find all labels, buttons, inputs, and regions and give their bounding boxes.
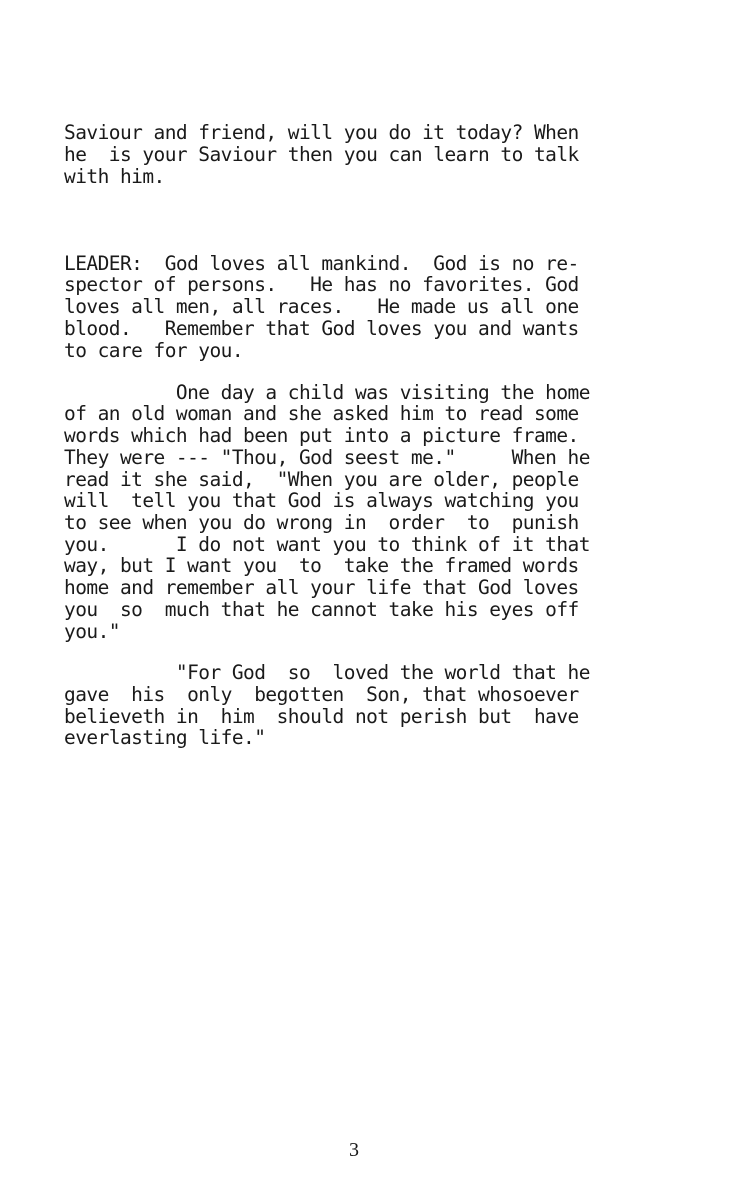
story-line-10: home and remember all your life that God loves — [64, 576, 579, 599]
story-line-7: to see when you do wrong in order to punish — [64, 511, 579, 534]
story-line-9: way, but I want you to take the framed words — [64, 554, 579, 577]
leader-line-1: LEADER: God loves all mankind. God is no re- — [64, 252, 579, 275]
leader-line-4: blood. Remember that God loves you and wants — [64, 317, 579, 340]
intro-line-1: Saviour and friend, will you do it today? When — [64, 121, 579, 144]
story-line-6: will tell you that God is always watching you — [64, 489, 579, 512]
story-line-1: One day a child was visiting the home — [64, 381, 590, 404]
story-line-5: read it she said, "When you are older, people — [64, 468, 579, 491]
intro-line-2: he is your Saviour then you can learn to talk — [64, 143, 579, 166]
verse-line-2: gave his only begotten Son, that whosoever — [64, 683, 579, 706]
story-line-12: you." — [64, 620, 120, 643]
verse-line-4: everlasting life." — [64, 726, 266, 749]
story-line-3: words which had been put into a picture frame. — [64, 424, 579, 447]
leader-line-3: loves all men, all races. He made us all one — [64, 295, 579, 318]
verse-line-3: believeth in him should not perish but have — [64, 705, 579, 728]
story-line-8: you. I do not want you to think of it that — [64, 533, 590, 556]
story-line-2: of an old woman and she asked him to read some — [64, 402, 579, 425]
story-line-4: They were --- "Thou, God seest me." When he — [64, 446, 590, 469]
verse-line-1: "For God so loved the world that he — [64, 661, 590, 684]
story-line-11: you so much that he cannot take his eyes off — [64, 598, 579, 621]
intro-line-3: with him. — [64, 165, 165, 188]
page-number: 3 — [349, 1139, 359, 1161]
leader-line-5: to care for you. — [64, 339, 244, 362]
leader-line-2: spector of persons. He has no favorites. God — [64, 273, 579, 296]
